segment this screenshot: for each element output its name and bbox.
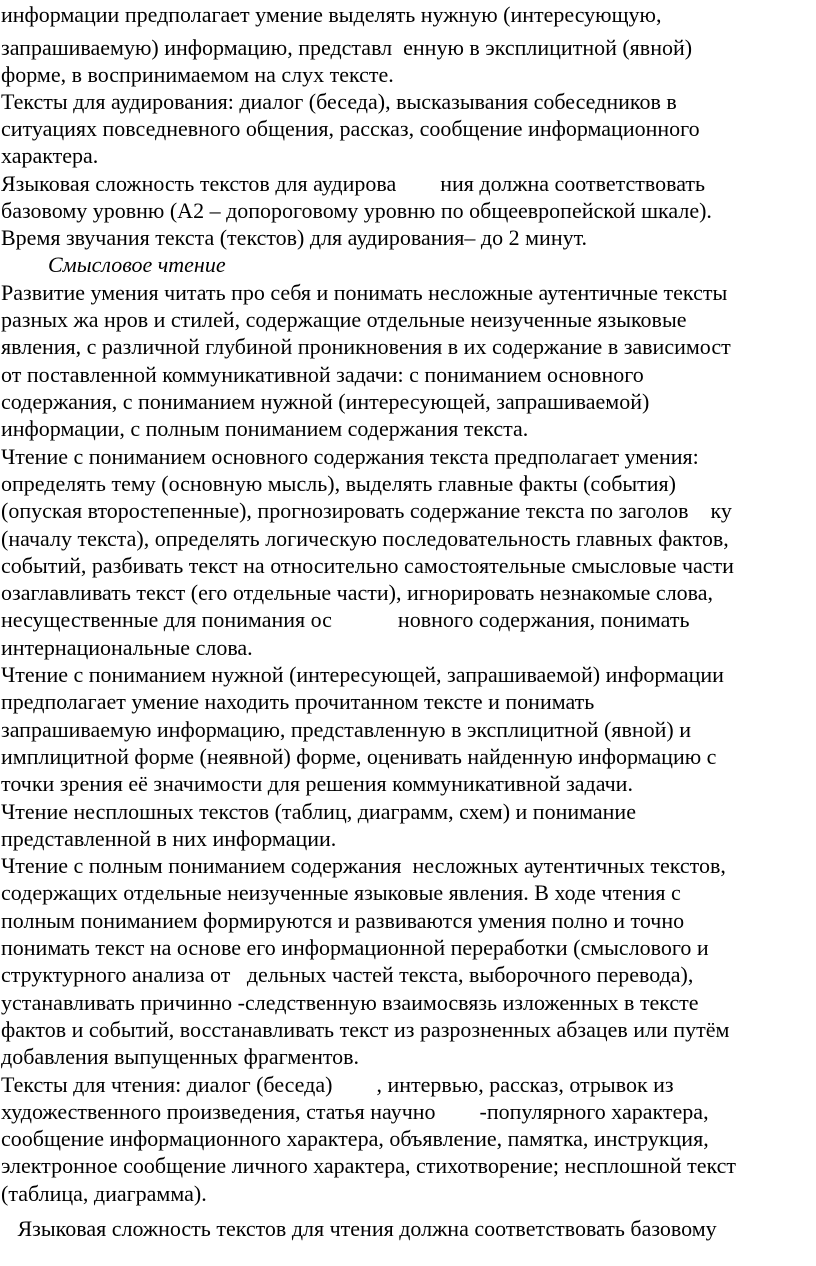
text-line: запрашиваемую информацию, представленную в эксплицитной (явной) и [1,717,692,742]
text-line: имплицитной форме (неявной) форме, оценивать найденную информацию с [1,744,717,769]
text-line: Чтение с пониманием основного содержания текста предполагает умения: [1,444,699,469]
text-line: понимать текст на основе его информационной переработки (смыслового и [1,935,709,960]
text-line: полным пониманием формируются и развиваются умения полно и точно [1,908,685,933]
text-line: от поставленной коммуникативной задачи: с пониманием основного [1,362,644,387]
text-line: явления, с различной глубиной проникновения в их содержание в зависимост [1,334,731,359]
text-line: событий, разбивать текст на относительно самостоятельные смысловые части [1,553,734,578]
text-line: представленной в них информации. [1,826,337,851]
text-line: определять тему (основную мысль), выделять главные факты (события) [1,471,677,496]
text-line: Чтение с полным пониманием содержания несложных аутентичных текстов, [1,853,726,878]
text-line: добавления выпущенных фрагментов. [1,1044,360,1069]
text-line: несущественные для понимания ос новного содержания, понимать [1,607,690,632]
text-line: художественного произведения, статья научно -популярного характера, [1,1099,709,1124]
text-line: содержания, с пониманием нужной (интересующей, запрашиваемой) [1,389,650,414]
text-line: электронное сообщение личного характера, стихотворение; несплошной текст [1,1153,737,1178]
text-line: Развитие умения читать про себя и понимать несложные аутентичные тексты [1,280,728,305]
text-line: базовому уровню (А2 – допороговому уровню по общеевропейской шкале). [1,198,712,223]
text-line: (таблица, диаграмма). [1,1181,207,1206]
text-line: фактов и событий, восстанавливать текст из разрозненных абзацев или путём [1,1017,730,1042]
text-line: (началу текста), определять логическую последовательность главных фактов, [1,526,729,551]
text-line: (опуская второстепенные), прогнозировать содержание текста по заголов ку [1,498,732,523]
text-line: ситуациях повседневного общения, рассказ, сообщение информационного [1,116,700,141]
text-line: интернациональные слова. [1,635,253,660]
text-line: разных жа нров и стилей, содержащие отдельные неизученные языковые [1,307,687,332]
text-line: запрашиваемую) информацию, представл енную в эксплицитной (явной) [1,35,693,60]
text-line: Чтение несплошных текстов (таблиц, диаграмм, схем) и понимание [1,799,636,824]
text-line: форме, в воспринимаемом на слух тексте. [1,62,394,87]
text-line: Чтение с пониманием нужной (интересующей, запрашиваемой) информации [1,662,724,687]
text-line: Языковая сложность текстов для аудирова ния должна соответствовать [1,171,706,196]
section-heading: Смысловое чтение [48,252,226,277]
text-line: Языковая сложность текстов для чтения должна соответствовать базовому [1,1216,717,1241]
text-line: характера. [1,143,99,168]
text-line: устанавливать причинно -следственную взаимосвязь изложенных в тексте [1,990,699,1015]
text-line: точки зрения её значимости для решения коммуникативной задачи. [1,771,633,796]
text-line: Время звучания текста (текстов) для аудирования– до 2 минут. [1,225,588,250]
text-line: структурного анализа от дельных частей текста, выборочного перевода), [1,962,694,987]
text-line: Тексты для аудирования: диалог (беседа), высказывания собеседников в [1,89,677,114]
text-line: информации предполагает умение выделять нужную (интересующую, [1,2,662,27]
text-line: озаглавливать текст (его отдельные части), игнорировать незнакомые слова, [1,580,714,605]
text-line: содержащих отдельные неизученные языковые явления. В ходе чтения с [1,880,681,905]
text-line: предполагает умение находить прочитанном тексте и понимать [1,689,595,714]
text-line: информации, с полным пониманием содержания текста. [1,416,529,441]
text-line: сообщение информационного характера, объявление, памятка, инструкция, [1,1126,709,1151]
text-line: Тексты для чтения: диалог (беседа) , интервью, рассказ, отрывок из [1,1072,674,1097]
